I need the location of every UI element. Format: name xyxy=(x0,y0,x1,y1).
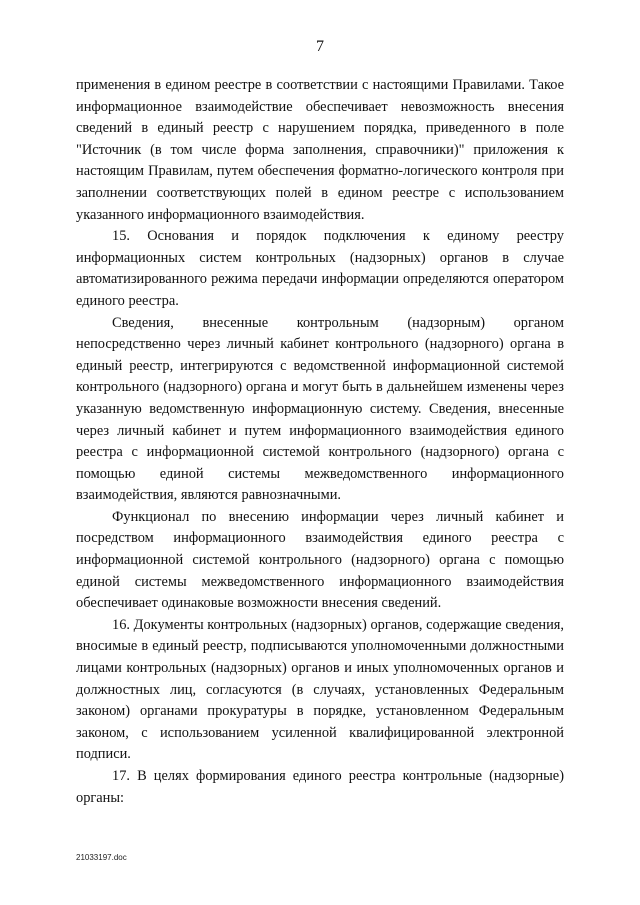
paragraph-16: 16. Документы контрольных (надзорных) органов, содержащие сведения, вносимые в единый реестр, подписываются уполномоченными должностными лицами контрольных (надзорных) органов и иных уполномоченных органов и должностных лиц, согласуются (в случаях, установленных Федеральным законом) органами прокуратуры в порядке, установленном Федеральным законом, с использованием усиленной квалифицированной электронной подписи. xyxy=(76,616,564,763)
paragraph-15-functionality: Функционал по внесению информации через личный кабинет и посредством информационного взаимодействия единого реестра с информационной системой контрольного (надзорного) органа с помощью единой системы межведомственного информационного взаимодействия обеспечивает одинаковые возможности внесения сведений. xyxy=(76,508,564,612)
page-number: 7 xyxy=(316,38,324,55)
paragraph-15: 15. Основания и порядок подключения к единому реестру информационных систем контрольных (надзорных) органов в случае автоматизированного режима передачи информации определяются оператором единого реестра. xyxy=(76,228,564,309)
document-body xyxy=(76,75,564,809)
document-file-code: 21033197.doc xyxy=(76,853,127,862)
paragraph-17: 17. В целях формирования единого реестра контрольные (надзорные) органы: xyxy=(76,768,564,806)
paragraph-15-details: Сведения, внесенные контрольным (надзорным) органом непосредственно через личный кабинет контрольного (надзорного) органа в единый реестр, интегрируются с ведомственной информационной системой контрольного (надзорного) органа и могут быть в дальнейшем изменены через указанную ведомственную информационную систему. Сведения, внесенные через личный кабинет и путем информационного взаимодействия единого реестра с информационной системой контрольного (надзорного) органа с помощью единой системы межведомственного информационного взаимодействия, являются равнозначными. xyxy=(76,314,564,504)
paragraph-continuation: применения в едином реестре в соответствии с настоящими Правилами. Такое информационное взаимодействие обеспечивает невозможность внесения сведений в единый реестр с нарушением порядка, приведенного в поле "Источник (в том числе форма заполнения, справочники)" приложения к настоящим Правилам, путем обеспечения форматно-логического контроля при заполнении соответствующих полей в едином реестре с использованием указанного информационного взаимодействия. xyxy=(76,77,564,223)
